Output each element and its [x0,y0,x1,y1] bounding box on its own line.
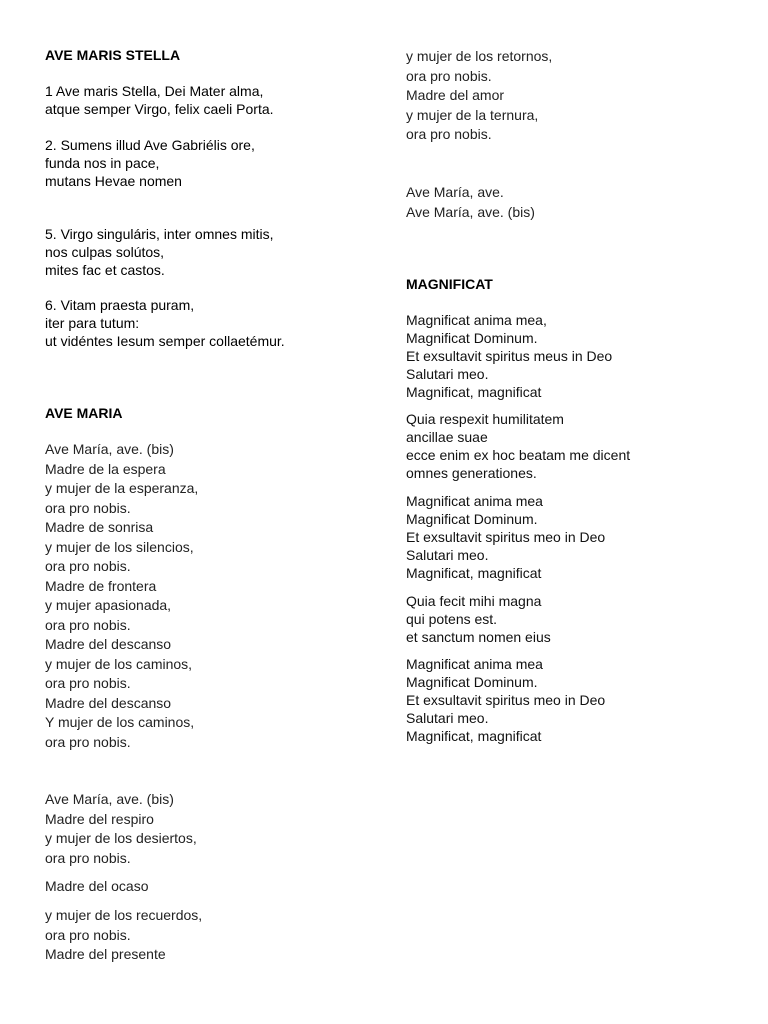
magnificat-stanza-2 [406,410,630,482]
verse-line: y mujer de los silencios, [45,538,194,555]
verse-line: Madre de la espera [45,460,166,477]
verse-line: Magnificat anima mea [406,493,543,509]
verse-line: Magnificat Dominum. [406,511,538,527]
verse-line: Quia respexit humilitatem [406,411,564,427]
verse-line: Et exsultavit spiritus meus in Deo [406,348,613,364]
verse-line: Salutari meo. [406,366,489,382]
verse-line: qui potens est. [406,611,498,627]
verse-line: Salutari meo. [406,710,489,726]
verse-line: Magnificat Dominum. [406,674,538,690]
verse-line: Madre del presente [45,946,166,962]
verse-line: 5. Virgo singuláris, inter omnes mitis, [45,226,274,242]
verse-line: ora pro nobis. [45,733,131,750]
ave-maris-stella-stanza-5 [45,225,274,279]
ave-maria-part-2 [45,790,197,868]
verse-line: Quia fecit mihi magna [406,593,542,609]
verse-line: Magnificat anima mea [406,656,543,672]
ave-maria-part-3 [45,877,149,897]
verse-line: 6. Vitam praesta puram, [45,297,195,313]
ave-maris-stella-title: AVE MARIS STELLA [45,47,181,63]
verse-line: funda nos in pace, [45,155,160,171]
magnificat-title: MAGNIFICAT [406,276,493,292]
verse-line: Madre del descanso [45,694,172,711]
verse-line: Ave María, ave. (bis) [45,791,174,807]
ave-maria-title: AVE MARIA [45,405,123,421]
verse-line: iter para tutum: [45,315,140,331]
verse-line: Ave María, ave. [406,184,504,200]
verse-line: y mujer de la esperanza, [45,480,199,496]
verse-line: mutans Hevae nomen [45,173,182,189]
verse-line: ora pro nobis. [45,849,131,866]
verse-line: Ave María, ave. (bis) [406,203,535,220]
verse-line: y mujer de los caminos, [45,655,193,672]
verse-line: ora pro nobis. [45,926,131,943]
verse-line: Y mujer de los caminos, [45,714,195,730]
verse-line: Madre del amor [406,87,505,103]
verse-line: Magnificat, magnificat [406,728,542,744]
verse-line: nos culpas solútos, [45,244,165,260]
verse-line: ora pro nobis. [45,675,131,691]
ave-maria-part-4 [45,906,202,965]
ave-maria-continued-1 [406,47,552,145]
verse-line: Salutari meo. [406,547,489,563]
verse-line: ecce enim ex hoc beatam me dicent [406,447,631,463]
verse-line: Madre de sonrisa [45,519,154,535]
ave-maris-stella-stanza-2 [45,136,255,190]
verse-line: Et exsultavit spiritus meo in Deo [406,692,606,708]
verse-line: 1 Ave maris Stella, Dei Mater alma, [45,83,264,99]
verse-line: Magnificat anima mea, [406,312,547,328]
verse-line: 2. Sumens illud Ave Gabriélis ore, [45,137,255,153]
verse-line: ora pro nobis. [45,616,131,633]
ave-maris-stella-stanza-6 [45,296,285,350]
verse-line: y mujer de los retornos, [406,48,553,64]
verse-line: ora pro nobis. [406,67,492,84]
magnificat-stanza-4 [406,592,551,646]
verse-line: Madre del ocaso [45,878,149,894]
verse-line: y mujer apasionada, [45,597,172,613]
verse-line: atque semper Virgo, felix caeli Porta. [45,101,274,117]
verse-line: Madre del respiro [45,810,154,827]
ave-maris-stella-stanza-1 [45,82,274,118]
verse-line: y mujer de los desiertos, [45,830,197,846]
ave-maria-part-1 [45,440,198,752]
verse-line: ora pro nobis. [406,126,492,142]
verse-line: et sanctum nomen eius [406,629,551,645]
verse-line: ora pro nobis. [45,558,131,574]
verse-line: y mujer de los recuerdos, [45,907,203,923]
verse-line: Magnificat, magnificat [406,384,542,400]
verse-line: Magnificat, magnificat [406,565,542,581]
verse-line: Ave María, ave. (bis) [45,441,174,457]
verse-line: mites fac et castos. [45,262,165,278]
verse-line: omnes generationes. [406,465,537,481]
verse-line: Magnificat Dominum. [406,330,538,346]
verse-line: ora pro nobis. [45,499,131,516]
verse-line: ut vidéntes Iesum semper collaetémur. [45,333,285,349]
verse-line: ancillae suae [406,429,488,445]
magnificat-stanza-5 [406,655,605,745]
verse-line: Madre del descanso [45,636,172,652]
verse-line: y mujer de la ternura, [406,106,539,123]
ave-maria-continued-2 [406,183,535,222]
verse-line: Et exsultavit spiritus meo in Deo [406,529,606,545]
magnificat-stanza-3 [406,492,605,582]
magnificat-stanza-1 [406,311,612,401]
verse-line: Madre de frontera [45,577,157,594]
